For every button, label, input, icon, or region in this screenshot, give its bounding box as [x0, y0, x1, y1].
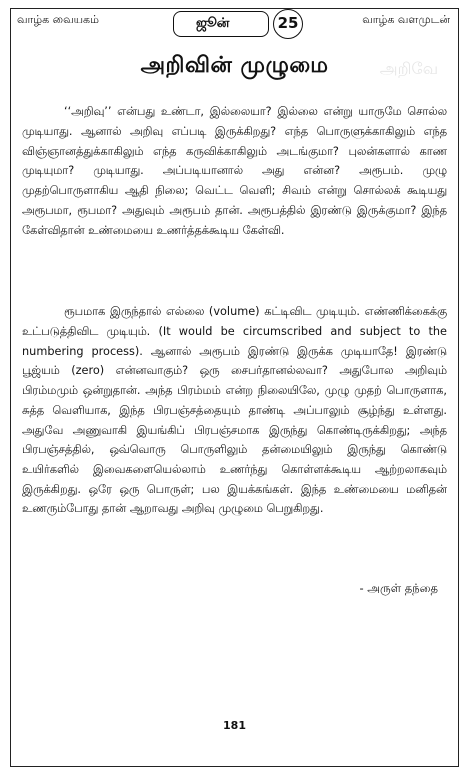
day-number: 25 — [273, 9, 303, 39]
book-page — [10, 8, 459, 767]
header-right-text: வாழ்க வளமுடன் — [362, 13, 450, 26]
page-header — [11, 9, 458, 45]
paragraph-1: ‘‘அறிவு’’ என்பது உண்டா, இல்லையா? இல்லை என்று யாருமே சொல்ல முடியாது. ஆனால் அறிவு எப்படி இருக்கிறது? எந்த பொருளுக்காகிலும் எந்த விஞ்ஞானத்துக்காகிலும் எந்த கருவிக்காகிலும் அடங்குமா? புலன்களால் காண முடியுமா? முடியாது. அப்படியானால் அது என்ன? அரூபம். முழு முதற்பொருளாகிய ஆதி நிலை; வெட்ட வெளி; சிவம் என்று சொல்லக் கூடியது அரூபமா, ரூபமா? அதுவும் அரூபம் தான். அரூபத்தில் இரண்டு இருக்குமா? இந்த கேள்விதான் உண்மையை உணர்த்தக்கூடிய கேள்வி. — [22, 105, 447, 237]
header-left-text: வாழ்க வையகம் — [17, 13, 99, 26]
watermark-text: அறிவே — [379, 59, 438, 78]
author-signature: - அருள் தந்தை — [359, 581, 438, 595]
page-number: 181 — [223, 719, 246, 732]
page-title: அறிவின் முழுமை — [140, 53, 329, 78]
paragraph-2: ரூபமாக இருந்தால் எல்லை (volume) கட்டிவிட முடியும். எண்ணிக்கைக்கு உட்படுத்திவிட முடியும். (It would be circumscribed and subject to the numbering process). ஆனால் அரூபம் இரண்டு இருக்க முடியாதே! இரண்டு பூஜ்யம் (zero) என்னவாகும்? ஒரு சைபர்தானல்லவா? அதுபோல அறிவும் பிரம்மமும் ஒன்றுதான். அந்த பிரம்மம் என்ற நிலையிலே, முழு முதற் பொருளாக, சுத்த வெளியாக, இந்த பிரபஞ்சத்தையும் தாண்டி அப்பாலும் சூழ்ந்து உள்ளது. அதுவே அணுவாகி இயங்கிப் பிரபஞ்சமாக இருந்து கொண்டிருக்கிறது; அந்த பிரபஞ்சத்தில், ஒவ்வொரு பொருளிலும் தன்மையிலும் இருந்து கொண்டு உயிர்களில் இவைகளையெல்லாம் உணர்ந்து கொள்ளக்கூடிய ஆற்றலாகவும் இருக்கிறது. ஒரே ஒரு பொருள்; பல இயக்கங்கள். இந்த உண்மையை மனிதன் உணரும்போது தான் ஆறாவது அறிவு முழுமை பெறுகிறது. — [22, 305, 447, 516]
month-label: ஜூன் — [173, 11, 269, 37]
